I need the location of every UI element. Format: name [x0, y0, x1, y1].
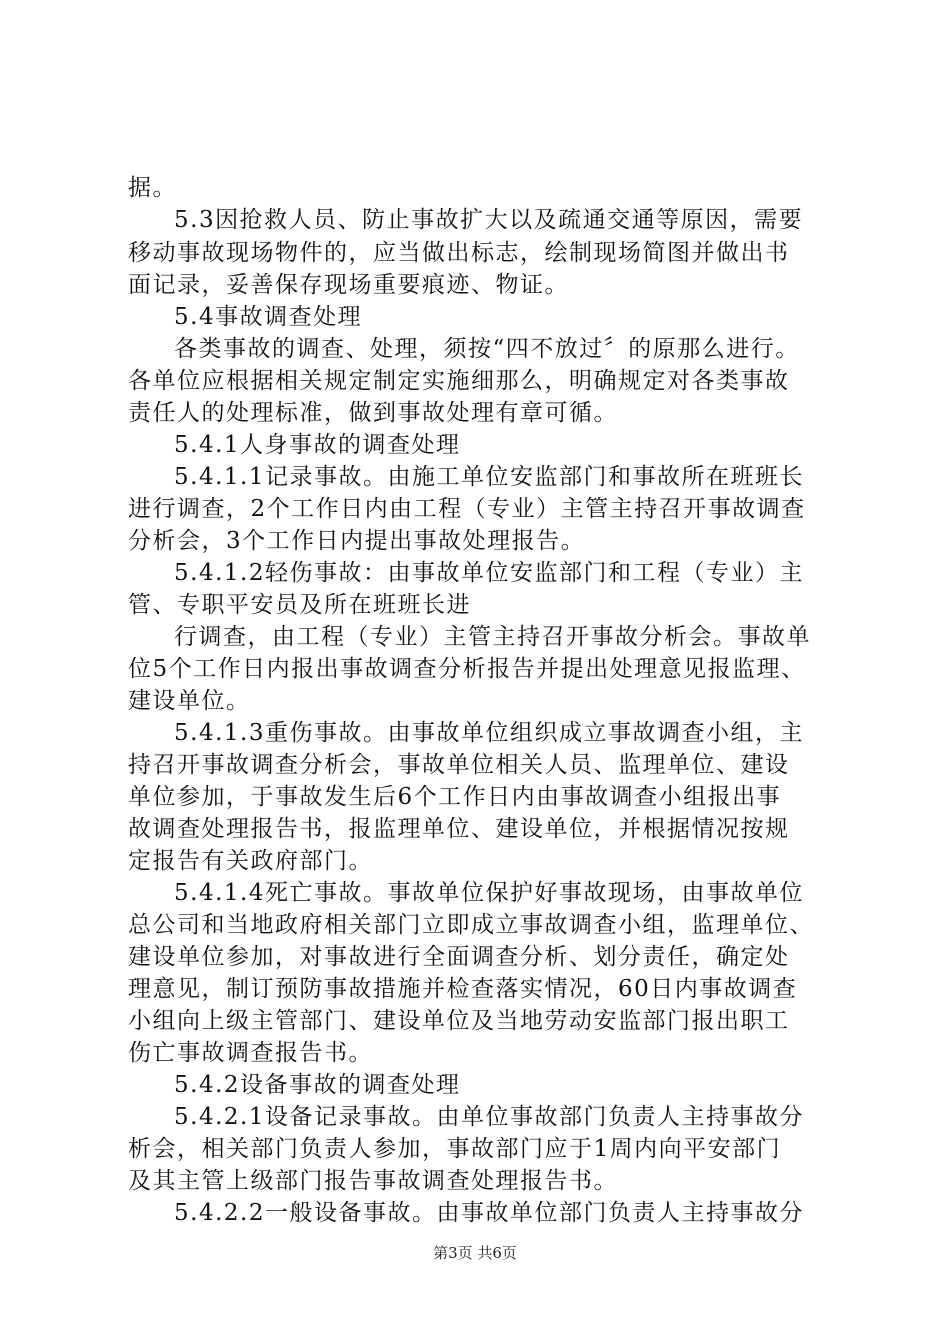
page-number-footer: 第3页 共6页	[433, 1244, 517, 1262]
text-line: 5.4.1.4死亡事故。事故单位保护好事故现场，由事故单位	[174, 880, 804, 906]
section-heading: 5.4事故调查处理	[174, 304, 363, 330]
text-line: 位5个工作日内报出事故调查分析报告并提出处理意见报监理、	[128, 656, 806, 682]
text-line: 5.3因抢救人员、防止事故扩大以及疏通交通等原因，需要	[174, 207, 804, 233]
text-line: 进行调查，2个工作日内由工程（专业）主管主持召开事故调查	[128, 496, 806, 522]
text-line: 伤亡事故调查报告书。	[128, 1040, 373, 1066]
section-heading: 5.4.2设备事故的调查处理	[174, 1072, 461, 1098]
text-line: 及其主管上级部门报告事故调查处理报告书。	[128, 1168, 618, 1194]
text-line: 责任人的处理标准，做到事故处理有章可循。	[128, 400, 618, 426]
text-line: 5.4.1.1记录事故。由施工单位安监部门和事故所在班班长	[174, 464, 804, 490]
text-line: 总公司和当地政府相关部门立即成立事故调查小组，监理单位、	[128, 912, 814, 938]
text-line: 定报告有关政府部门。	[128, 848, 373, 874]
text-line: 5.4.2.2一般设备事故。由事故单位部门负责人主持事故分	[174, 1200, 804, 1226]
text-line: 管、专职平安员及所在班班长进	[128, 592, 471, 618]
text-line: 持召开事故调查分析会，事故单位相关人员、监理单位、建设	[128, 752, 790, 778]
text-line: 5.4.1.3重伤事故。由事故单位组织成立事故调查小组，主	[174, 720, 804, 746]
text-line: 小组向上级主管部门、建设单位及当地劳动安监部门报出职工	[128, 1008, 790, 1034]
text-line: 5.4.1.2轻伤事故：由事故单位安监部门和工程（专业）主	[174, 560, 804, 586]
text-line: 建设单位。	[128, 688, 251, 714]
text-line: 单位参加，于事故发生后6个工作日内由事故调查小组报出事	[128, 784, 782, 810]
text-line: 故调查处理报告书，报监理单位、建设单位，并根据情况按规	[128, 816, 790, 842]
text-line: 理意见，制订预防事故措施并检查落实情况，60日内事故调查	[128, 976, 798, 1002]
text-line: 5.4.2.1设备记录事故。由单位事故部门负责人主持事故分	[174, 1104, 804, 1130]
text-line: 据。	[128, 175, 177, 201]
text-line: 分析会，3个工作日内提出事故处理报告。	[128, 528, 586, 554]
text-line: 析会，相关部门负责人参加，事故部门应于1周内向平安部门	[128, 1136, 782, 1162]
text-line: 各单位应根据相关规定制定实施细那么，明确规定对各类事故	[128, 368, 790, 394]
text-line: 移动事故现场物件的，应当做出标志，绘制现场简图并做出书	[128, 240, 790, 266]
text-line: 行调查，由工程（专业）主管主持召开事故分析会。事故单	[174, 624, 811, 650]
text-line: 建设单位参加，对事故进行全面调查分析、划分责任，确定处	[128, 944, 790, 970]
section-heading: 5.4.1人身事故的调查处理	[174, 432, 461, 458]
text-line: 各类事故的调查、处理，须按“四不放过〞的原那么进行。	[174, 336, 800, 362]
text-line: 面记录，妥善保存现场重要痕迹、物证。	[128, 272, 569, 298]
